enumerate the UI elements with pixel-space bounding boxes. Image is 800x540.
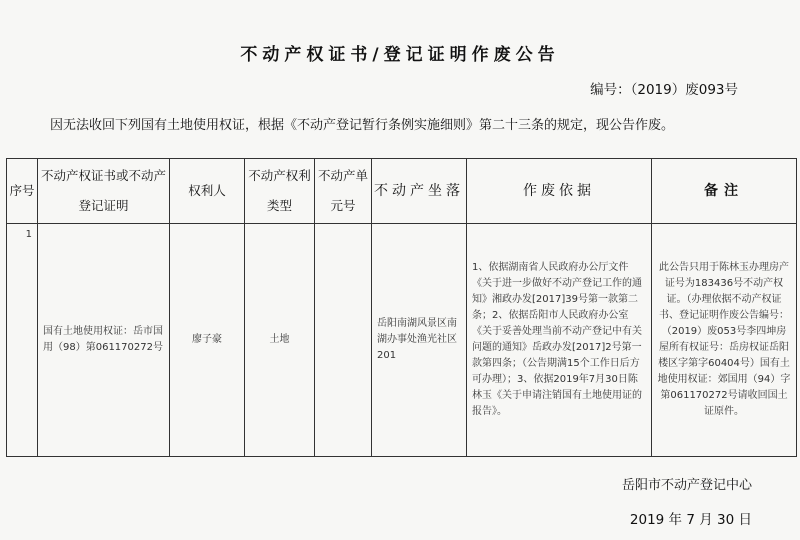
document-title: 不动产权证书/登记证明作废公告 xyxy=(240,45,560,65)
cell-cert: 国有土地使用权证：岳市国用（98）第061170272号 xyxy=(38,224,170,457)
table-header-row xyxy=(7,159,797,224)
cell-unit xyxy=(315,224,372,457)
header-remark: 备注 xyxy=(652,159,797,224)
header-holder: 权利人 xyxy=(170,159,245,224)
intro-text: 因无法收回下列国有土地使用权证，根据《不动产登记暂行条例实施细则》第二十三条的规定，现公告作废。 xyxy=(50,118,675,133)
document-number: 编号：（2019）废093号 xyxy=(590,82,738,98)
header-cert: 不动产权证书或不动产登记证明 xyxy=(38,159,170,224)
cell-seq: 1 xyxy=(7,224,38,457)
header-seq: 序号 xyxy=(7,159,38,224)
cell-location: 岳阳南湖风景区南湖办事处渔光社区201 xyxy=(372,224,467,457)
header-unit: 不动产单元号 xyxy=(315,159,372,224)
cancellation-table xyxy=(6,158,797,457)
table-row xyxy=(7,224,797,457)
cell-remark: 此公告只用于陈林玉办理房产证号为183436号不动产权证。（办理依据不动产权证书、登记证明作废公告编号：（2019）废053号李四坤房屋所有权证号：岳房权证岳阳楼区字第字60404号）国有土地使用权证：郊国用（94）字第061170272号请收回国土证原件。 xyxy=(652,224,797,457)
cell-type: 土地 xyxy=(245,224,315,457)
header-location: 不动产坐落 xyxy=(372,159,467,224)
header-basis: 作废依据 xyxy=(467,159,652,224)
cell-holder: 廖子豪 xyxy=(170,224,245,457)
issuer-name: 岳阳市不动产登记中心 xyxy=(621,478,752,493)
cell-basis: 1、依据湖南省人民政府办公厅文件《关于进一步做好不动产登记工作的通知》湘政办发[2017]39号第一款第二条；2、依据岳阳市人民政府办公室《关于妥善处理当前不动产登记中有关问题的通知》岳政办发[2017]2号第一款第四条；（公告期满15个工作日后方可办理）；3、依据2019年7月30日陈林玉《关于申请注销国有土地使用证的报告》。 xyxy=(467,224,652,457)
issue-date: 2019 年 7 月 30 日 xyxy=(629,512,752,528)
header-type: 不动产权利类型 xyxy=(245,159,315,224)
